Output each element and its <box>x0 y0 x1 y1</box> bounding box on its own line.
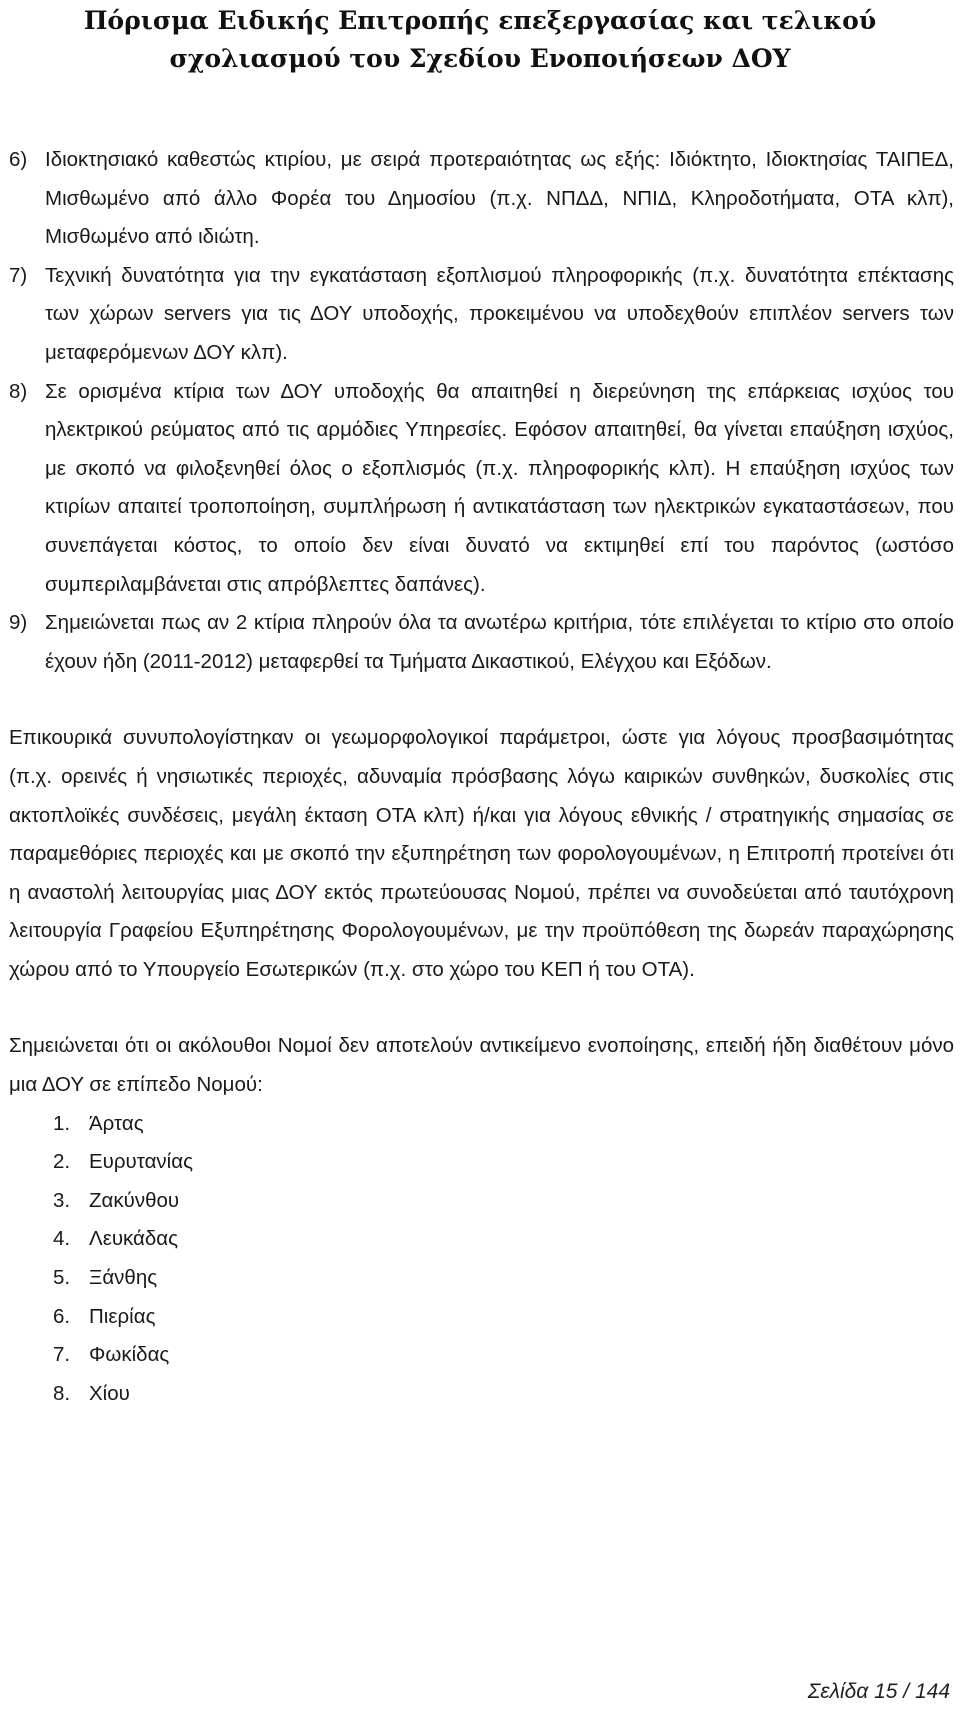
list-number: 3. <box>53 1188 71 1212</box>
prefecture-list-item <box>9 1375 954 1414</box>
prefecture-name: Πιερίας <box>89 1304 156 1328</box>
list-number: 7. <box>53 1343 71 1367</box>
document-body <box>9 141 954 1413</box>
auxiliary-paragraph: Επικουρικά συνυπολογίστηκαν οι γεωμορφολογικοί παράμετροι, ώστε για λόγους προσβασιμότητας (π.χ. ορεινές ή νησιωτικές περιοχές, αδυναμία πρόσβασης λόγω καιρικών συνθηκών, δυσκολίες στις ακτοπλοϊκές συνδέσεις, μεγάλη έκταση ΟΤΑ κλπ) ή/και για λόγους εθνικής / στρατηγικής σημασίας σε παραμεθόριες περιοχές και με σκοπό την εξυπηρέτηση των φορολογουμένων, η Επιτροπή προτείνει ότι η αναστολή λειτουργίας μιας ΔΟΥ εκτός πρωτεύουσας Νομού, πρέπει να συνοδεύεται από ταυτόχρονη λειτουργία Γραφείου Εξυπηρέτησης Φορολογουμένων, με την προϋπόθεση της δωρεάν παραχώρησης χώρου από το Υπουργείο Εσωτερικών (π.χ. στο χώρο του ΚΕΠ ή του ΟΤΑ). <box>9 726 954 981</box>
paragraph-spacer <box>9 681 954 719</box>
prefecture-list <box>9 1105 954 1414</box>
list-number: 5. <box>53 1266 71 1290</box>
criterion-item <box>9 257 954 373</box>
criterion-item <box>9 373 954 605</box>
criterion-item <box>9 604 954 681</box>
prefecture-name: Άρτας <box>89 1111 144 1135</box>
page-footer <box>808 1677 950 1707</box>
prefecture-list-item <box>9 1220 954 1259</box>
page-header <box>0 0 960 78</box>
prefecture-list-item <box>9 1105 954 1144</box>
list-number: 2. <box>53 1150 71 1174</box>
prefecture-name: Ευρυτανίας <box>89 1150 193 1174</box>
header-title-line-1: Πόρισμα Ειδικής Επιτροπής επεξεργασίας και τελικού <box>83 6 877 35</box>
prefecture-list-item <box>9 1143 954 1182</box>
header-title-line-2: σχολιασμού του Σχεδίου Ενοποιήσεων ΔΟΥ <box>169 44 791 73</box>
criterion-text: Σημειώνεται πως αν 2 κτίρια πληρούν όλα τα ανωτέρω κριτήρια, τότε επιλέγεται το κτίριο στο οποίο έχουν ήδη (2011-2012) μεταφερθεί τα Τμήματα Δικαστικού, Ελέγχου και Εξόδων. <box>45 611 954 673</box>
list-number: 6. <box>53 1304 71 1328</box>
criterion-number: 9) <box>9 611 28 635</box>
prefecture-name: Χίου <box>89 1381 130 1405</box>
prefecture-list-item <box>9 1298 954 1337</box>
criterion-number: 6) <box>9 148 28 171</box>
list-number: 4. <box>53 1227 71 1251</box>
prefecture-name: Λευκάδας <box>89 1227 179 1251</box>
criterion-number: 8) <box>9 379 28 403</box>
criterion-text: Τεχνική δυνατότητα για την εγκατάσταση εξοπλισμού πληροφορικής (π.χ. δυνατότητα επέκτασης των χώρων servers για τις ΔΟΥ υποδοχής, προκειμένου να υποδεχθούν επιπλέον servers των μεταφερόμενων ΔΟΥ κλπ). <box>45 263 954 364</box>
prefecture-list-item <box>9 1182 954 1221</box>
prefecture-list-item <box>9 1259 954 1298</box>
list-number: 1. <box>53 1111 71 1135</box>
criterion-number: 7) <box>9 263 28 287</box>
note-paragraph: Σημειώνεται ότι οι ακόλουθοι Νομοί δεν αποτελούν αντικείμενο ενοποίησης, επειδή ήδη διαθέτουν μόνο μια ΔΟΥ σε επίπεδο Νομού: <box>9 1034 954 1097</box>
page-number: Σελίδα 15 / 144 <box>807 1680 950 1703</box>
criterion-text: Ιδιοκτησιακό καθεστώς κτιρίου, με σειρά προτεραιότητας ως εξής: Ιδιόκτητο, Ιδιοκτησίας ΤΑΙΠΕΔ, Μισθωμένο από άλλο Φορέα του Δημοσίου (π.χ. ΝΠΔΔ, ΝΠΙΔ, Κληροδοτήματα, ΟΤΑ κλπ), Μισθωμένο από ιδιώτη. <box>45 148 954 249</box>
prefecture-list-item <box>9 1336 954 1375</box>
list-number: 8. <box>53 1381 71 1405</box>
prefecture-name: Ξάνθης <box>89 1266 158 1290</box>
prefecture-name: Ζακύνθου <box>89 1188 180 1212</box>
paragraph-spacer <box>9 989 954 1027</box>
prefecture-name: Φωκίδας <box>89 1343 170 1367</box>
criterion-item <box>9 141 954 257</box>
criterion-text: Σε ορισμένα κτίρια των ΔΟΥ υποδοχής θα απαιτηθεί η διερεύνηση της επάρκειας ισχύος του ηλεκτρικού ρεύματος από τις αρμόδιες Υπηρεσίες. Εφόσον απαιτηθεί, θα γίνεται επαύξηση ισχύος, με σκοπό να φιλοξενηθεί όλος ο εξοπλισμός (π.χ. πληροφορικής κλπ). Η επαύξηση ισχύος των κτιρίων απαιτεί τροποποίηση, συμπλήρωση ή αντικατάσταση των ηλεκτρικών εγκαταστάσεων, που συνεπάγεται κόστος, το οποίο δεν είναι δυνατό να εκτιμηθεί επί του παρόντος (ωστόσο συμπεριλαμβάνεται στις απρόβλεπτες δαπάνες). <box>45 379 954 596</box>
